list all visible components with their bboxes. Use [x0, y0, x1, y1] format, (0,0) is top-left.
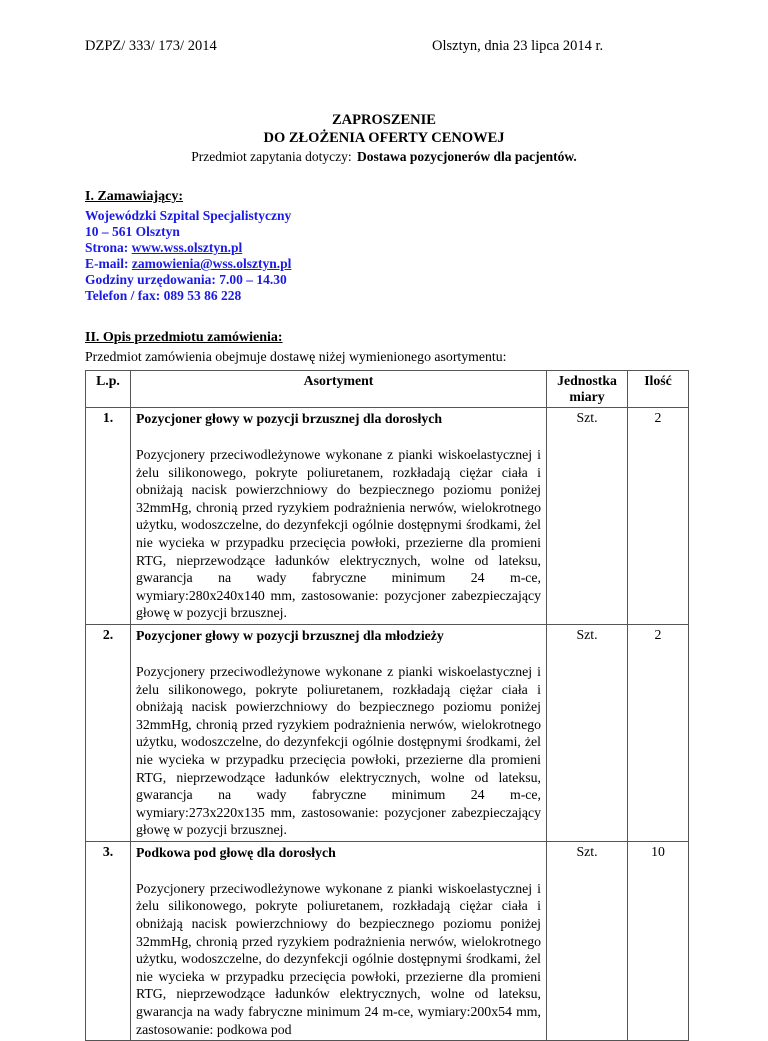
- website-link[interactable]: www.wss.olsztyn.pl: [131, 240, 243, 255]
- table-row: [86, 408, 689, 625]
- subject-label: Przedmiot zapytania dotyczy:: [191, 149, 352, 164]
- email-link[interactable]: zamowienia@wss.olsztyn.pl: [131, 256, 292, 271]
- section-heading-order-description: II. Opis przedmiotu zamówienia:: [85, 330, 283, 345]
- row-unit: Szt.: [547, 624, 628, 841]
- hospital-name: Wojewódzki Szpital Specjalistyczny: [85, 208, 292, 223]
- row-item: [131, 841, 547, 1040]
- row-item: [131, 408, 547, 625]
- email-label: E-mail:: [85, 256, 129, 271]
- contact-block: [85, 208, 291, 304]
- row-lp: 2.: [86, 624, 131, 841]
- subject-line: [0, 149, 768, 165]
- row-unit: Szt.: [547, 841, 628, 1040]
- row-unit: Szt.: [547, 408, 628, 625]
- row-qty: 2: [628, 624, 689, 841]
- items-table: [85, 370, 689, 1041]
- email-line: [85, 256, 291, 272]
- website-label: Strona:: [85, 240, 129, 255]
- document-reference: DZPZ/ 333/ 173/ 2014: [85, 38, 217, 54]
- website-line: [85, 240, 291, 256]
- hospital-address: 10 – 561 Olsztyn: [85, 224, 180, 239]
- header-unit: Jednostka miary: [547, 371, 628, 408]
- table-row: [86, 624, 689, 841]
- item-description: Pozycjonery przeciwodleżynowe wykonane z pianki wiskoelastycznej i żelu silikonowego, pokryte poliuretanem, rozkładają ciężar ciała i obniżają nacisk powierzchniowy do bezpiecznego poziomu poniżej 32mmHg, chronią przed ryzykiem podrażnienia nerwów, wielokrotnego użytku, wodoszczelne, do dezynfekcji ogólnie dostępnymi środkami, żel nie wycieka w przypadku przecięcia powłoki, przezierne dla promieni RTG, nieprzewodzące ładunków elektrycznych, wolne od lateksu, gwarancja na wady fabryczne minimum 24 m-ce, wymiary:273x220x135 mm, zastosowanie: pozycjoner zabezpieczający głowę w pozycji brzusznej.: [136, 663, 541, 838]
- place-date: Olsztyn, dnia 23 lipca 2014 r.: [432, 38, 604, 54]
- table-header-row: [86, 371, 689, 408]
- item-title: Podkowa pod głowę dla dorosłych: [136, 844, 336, 860]
- item-title: Pozycjoner głowy w pozycji brzusznej dla dorosłych: [136, 411, 443, 426]
- document-subtitle: DO ZŁOŻENIA OFERTY CENOWEJ: [263, 130, 505, 146]
- item-description: Pozycjonery przeciwodleżynowe wykonane z pianki wiskoelastycznej i żelu silikonowego, pokryte poliuretanem, rozkładają ciężar ciała i obniżają nacisk powierzchniowy do bezpiecznego poziomu poniżej 32mmHg, chronią przed ryzykiem podrażnienia nerwów, wielokrotnego użytku, wodoszczelne, do dezynfekcji ogólnie dostępnymi środkami, żel nie wycieka w przypadku przecięcia powłoki, przezierne dla promieni RTG, nieprzewodzące ładunków elektrycznych, wolne od lateksu, gwarancja na wady fabryczne minimum 24 m-ce, wymiary:200x54 mm, zastosowanie: podkowa pod: [136, 880, 541, 1037]
- item-title: Pozycjoner głowy w pozycji brzusznej dla młodzieży: [136, 627, 444, 643]
- header-qty: Ilość: [628, 371, 689, 408]
- order-intro: Przedmiot zamówienia obejmuje dostawę niżej wymienionego asortymentu:: [85, 349, 507, 364]
- section-heading-contracting-party: I. Zamawiający:: [85, 189, 183, 204]
- row-item: [131, 624, 547, 841]
- document-title: ZAPROSZENIE: [332, 112, 436, 128]
- item-description: Pozycjonery przeciwodleżynowe wykonane z pianki wiskoelastycznej i żelu silikonowego, pokryte poliuretanem, rozkładają ciężar ciała i obniżają nacisk powierzchniowy do bezpiecznego poziomu poniżej 32mmHg, chronią przed ryzykiem podrażnienia nerwów, wielokrotnego użytku, wodoszczelne, do dezynfekcji ogólnie dostępnymi środkami, żel nie wycieka w przypadku przecięcia powłoki, przezierne dla promieni RTG, nieprzewodzące ładunków elektrycznych, wolne od lateksu, gwarancja na wady fabryczne minimum 24 m-ce, wymiary:280x240x140 mm, zastosowanie: pozycjoner zabezpieczający głowę w pozycji brzusznej.: [136, 447, 541, 621]
- row-qty: 10: [628, 841, 689, 1040]
- row-qty: 2: [628, 408, 689, 625]
- header-item: Asortyment: [131, 371, 547, 408]
- row-lp: 1.: [86, 408, 131, 625]
- office-hours: Godziny urzędowania: 7.00 – 14.30: [85, 272, 287, 287]
- subject-value: Dostawa pozycjonerów dla pacjentów.: [357, 149, 577, 164]
- table-row: [86, 841, 689, 1040]
- row-lp: 3.: [86, 841, 131, 1040]
- header-lp: L.p.: [86, 371, 131, 408]
- phone-fax: Telefon / fax: 089 53 86 228: [85, 288, 242, 303]
